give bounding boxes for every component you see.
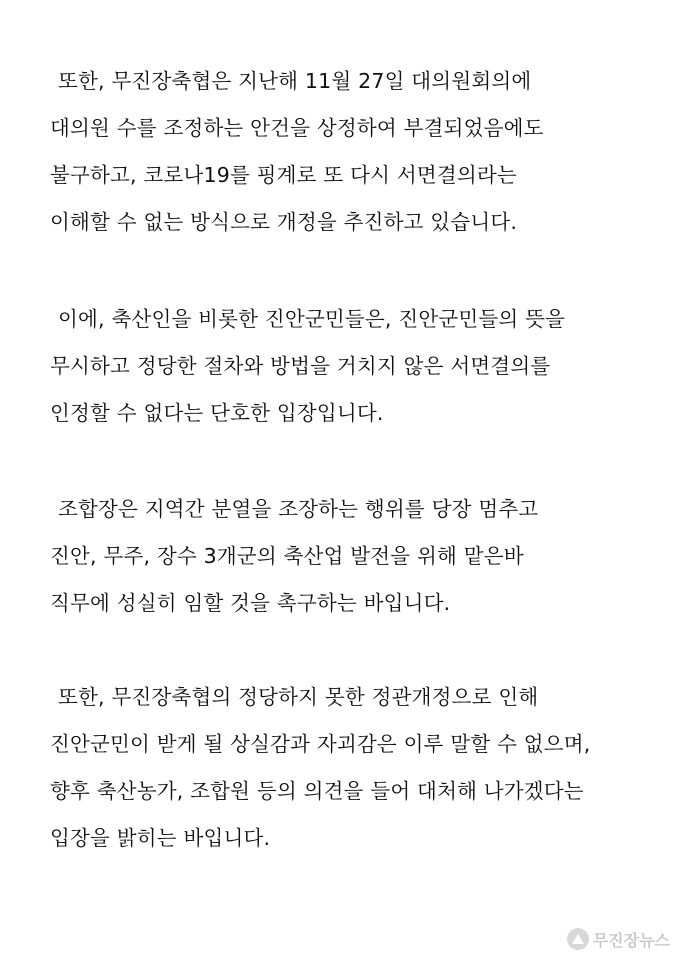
paragraph-line: 이해할 수 없는 방식으로 개정을 추진하고 있습니다. <box>50 210 518 234</box>
paragraph-2 <box>50 296 650 437</box>
paragraph-line: 향후 축산농가, 조합원 등의 의견을 들어 대처해 나가겠다는 <box>50 779 584 803</box>
watermark <box>567 926 670 952</box>
paragraph-line: 이에, 축산인을 비롯한 진안군민들은, 진안군민들의 뜻을 <box>58 307 566 331</box>
paragraph-1 <box>50 58 650 246</box>
paragraph-4 <box>50 674 650 862</box>
paragraph-line: 또한, 무진장축협은 지난해 11월 27일 대의원회의에 <box>58 69 532 93</box>
watermark-text: 무진장뉴스 <box>592 930 670 950</box>
paragraph-line: 인정할 수 없다는 단호한 입장입니다. <box>50 401 384 425</box>
paragraph-line: 대의원 수를 조정하는 안건을 상정하여 부결되었음에도 <box>50 116 544 140</box>
paragraph-line: 또한, 무진장축협의 정당하지 못한 정관개정으로 인해 <box>58 685 539 709</box>
paragraph-line: 입장을 밝히는 바입니다. <box>50 826 271 850</box>
paragraph-line: 진안군민이 받게 될 상실감과 자괴감은 이루 말할 수 없으며, <box>50 732 591 756</box>
paragraph-line: 진안, 무주, 장수 3개군의 축산업 발전을 위해 맡은바 <box>50 544 524 568</box>
paragraph-line: 조합장은 지역간 분열을 조장하는 행위를 당장 멈추고 <box>58 497 539 521</box>
mountain-logo-icon <box>567 928 589 950</box>
paragraph-line: 불구하고, 코로나19를 핑계로 또 다시 서면결의라는 <box>50 163 517 187</box>
paragraph-line: 무시하고 정당한 절차와 방법을 거치지 않은 서면결의를 <box>50 354 551 378</box>
paragraph-3 <box>50 486 650 627</box>
paragraph-line: 직무에 성실히 임할 것을 촉구하는 바입니다. <box>50 591 451 615</box>
